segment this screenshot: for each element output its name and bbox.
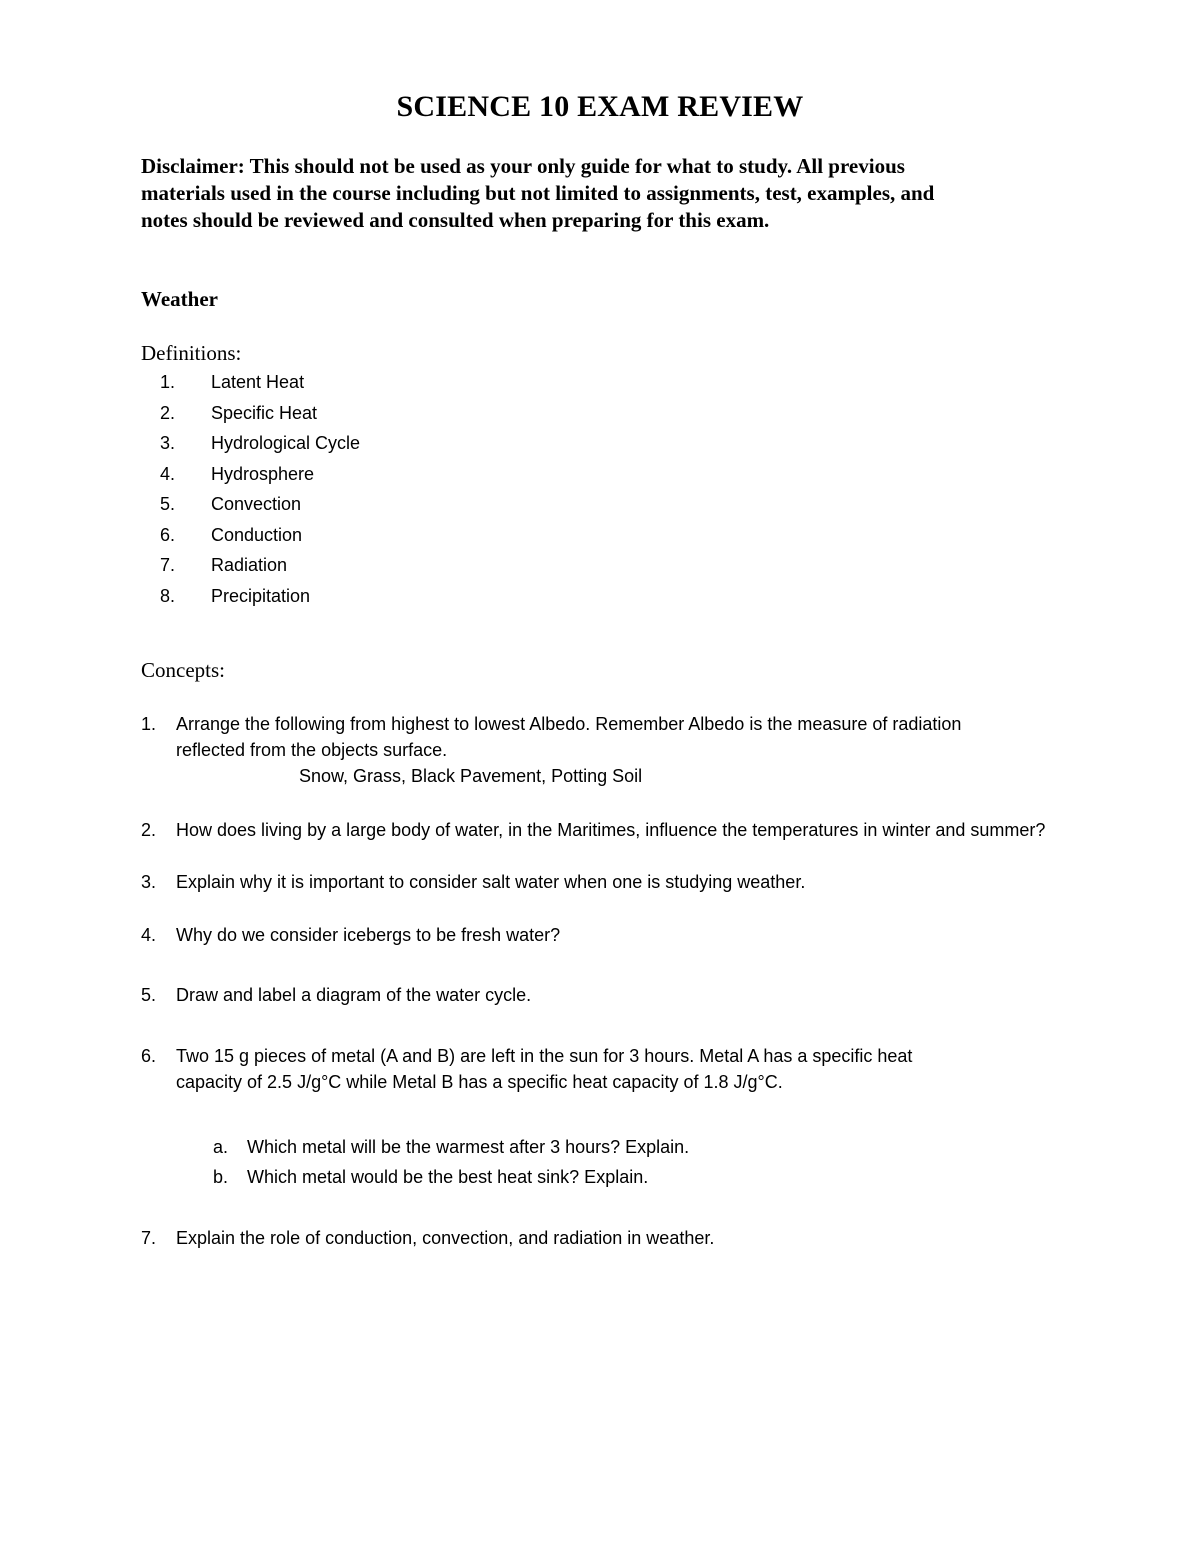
list-text: Precipitation (211, 585, 311, 606)
disclaimer-line: Disclaimer: This should not be used as your only guide for what to study. All previous (141, 154, 905, 178)
concept-text: capacity of 2.5 J/g°C while Metal B has a specific heat capacity of 1.8 J/g°C. (176, 1072, 783, 1092)
page-title: SCIENCE 10 EXAM REVIEW (396, 90, 804, 123)
concept-number: 4. (141, 925, 157, 945)
disclaimer (141, 153, 1101, 234)
concept-examples: Snow, Grass, Black Pavement, Potting Soil (299, 766, 643, 786)
list-text: Latent Heat (211, 372, 305, 392)
list-text: Hydrological Cycle (211, 433, 361, 453)
list-number: 6. (159, 524, 175, 545)
list-number: 5. (159, 494, 175, 514)
concept-text: Arrange the following from highest to lowest Albedo. Remember Albedo is the measure of radiation (176, 714, 962, 734)
sub-question-text: Which metal would be the best heat sink? Explain. (247, 1167, 649, 1187)
list-text: Hydrosphere (211, 463, 315, 484)
concept-text: Why do we consider icebergs to be fresh water? (176, 925, 561, 945)
list-text: Conduction (211, 524, 303, 545)
sub-question (213, 1134, 689, 1160)
concept-text: Explain why it is important to consider salt water when one is studying weather. (176, 872, 806, 892)
list-item (141, 400, 360, 431)
list-number: 3. (159, 433, 175, 453)
concept-text: Explain the role of conduction, convection, and radiation in weather. (176, 1228, 715, 1248)
concept-text: reflected from the objects surface. (176, 740, 448, 760)
list-item (141, 583, 360, 614)
definitions-heading: Definitions: (141, 341, 242, 365)
disclaimer-line: materials used in the course including but not limited to assignments, test, examples, and (141, 181, 935, 205)
concept-number: 2. (141, 820, 157, 840)
sub-question-text: Which metal will be the warmest after 3 hours? Explain. (247, 1137, 690, 1157)
concept-number: 6. (141, 1046, 157, 1066)
list-item (141, 369, 360, 400)
concepts-heading: Concepts: (141, 658, 225, 682)
concept-text: Two 15 g pieces of metal (A and B) are left in the sun for 3 hours. Metal A has a specific heat (176, 1046, 913, 1066)
concept-number: 7. (141, 1228, 157, 1248)
list-number: 8. (159, 585, 175, 606)
list-number: 7. (159, 555, 175, 575)
list-number: 1. (159, 372, 175, 392)
concept-text: How does living by a large body of water, in the Maritimes, influence the temperatures in winter and summer? (176, 820, 1046, 840)
concept-number: 1. (141, 714, 157, 734)
section-heading: Weather (141, 287, 218, 311)
list-text: Convection (211, 494, 302, 514)
list-item (141, 461, 360, 492)
list-text: Radiation (211, 555, 288, 575)
concept-number: 3. (141, 872, 157, 892)
concept-text: Draw and label a diagram of the water cycle. (176, 985, 532, 1005)
definitions-list (141, 369, 360, 613)
list-item (141, 491, 360, 522)
list-item (141, 522, 360, 553)
list-text: Specific Heat (211, 402, 318, 423)
list-item (141, 430, 360, 461)
sub-question-letter: b. (213, 1167, 229, 1187)
list-number: 4. (159, 463, 175, 484)
sub-question (213, 1164, 648, 1190)
concept-number: 5. (141, 985, 157, 1005)
disclaimer-line: notes should be reviewed and consulted when preparing for this exam. (141, 208, 770, 232)
list-item (141, 552, 360, 583)
list-number: 2. (159, 402, 175, 423)
sub-question-letter: a. (213, 1137, 229, 1157)
